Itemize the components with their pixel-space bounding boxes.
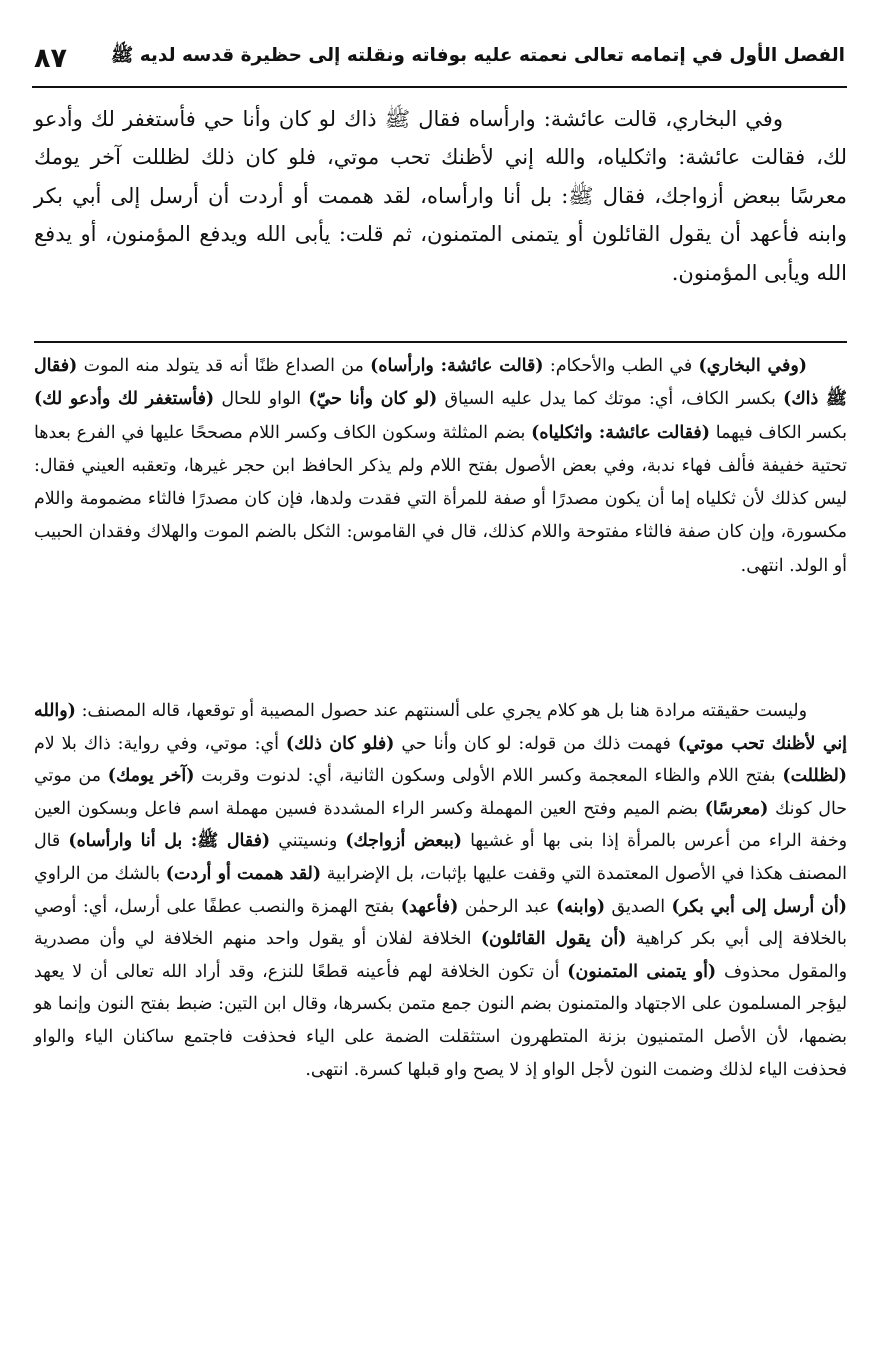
quoted-phrase: (أو يتمنى المتمنون): [567, 961, 717, 982]
commentary-text: بضم الميم وفتح العين المهملة وكسر الراء المشددة فسين مهملة اسم فاعل وبسكون العين وخفة الراء من أعرس بالمرأة إذا بنى بها أو غشيها: [34, 798, 847, 852]
quoted-phrase: (فقال ﷺ: بل أنا وارأساه): [68, 831, 271, 852]
commentary-text: بكسر الكاف، أي: موتك كما يدل عليه السياق: [437, 389, 784, 410]
commentary-text: بضم المثلثة وسكون الكاف وكسر اللام مصححًا عليها في الفرع بعدها تحتية خفيفة فألف فهاء ندبة، وفي بعض الأصول بفتح اللام ولم يذكر الحافظ ابن حجر غيرها، وتعقبه العيني فقال: ليس كذلك لأن ثكلياه إما أن يكون مصدرًا أو صفة للمرأة التي فقدت ولدها، فإن كان مصدرًا فالثاء مضمومة واللام مكسورة، وإن كان صفة فالثاء مفتوحة واللام كذلك، قال في القاموس: الثكل بالضم الموت والهلاك وفقدان الحبيب أو الولد. انتهى.: [34, 422, 847, 576]
quoted-phrase: (لو كان وأنا حيّ): [308, 389, 438, 410]
commentary-text: عبد الرحمٰن: [458, 896, 556, 917]
commentary-separator: [34, 341, 847, 343]
quoted-phrase: (والله إني لأظنك تحب موتي): [34, 701, 848, 754]
quoted-phrase: (فقالت عائشة: واثكلياه): [531, 422, 710, 443]
commentary-text: وليست حقيقته مرادة هنا بل هو كلام يجري على ألسنتهم عند حصول المصيبة أو توقعها، قاله المصنف:: [75, 701, 807, 721]
commentary-text: فهمت ذلك من قوله: لو كان وأنا حي: [394, 733, 678, 754]
quoted-phrase: (لقد هممت أو أردت): [165, 863, 322, 884]
quoted-phrase: (فقال ﷺ ذاك): [34, 356, 848, 410]
hadith-text: وفي البخاري، قالت عائشة: وارأساه فقال ﷺ ذاك لو كان وأنا حي فأستغفر لك وأدعو لك، فقالت عائشة: واثكلياه، والله إني لأظنك تحب موتي، فلو كان ذلك لظللت آخر يومك معرسًا ببعض أزواجك، فقال ﷺ: بل أنا وارأساه، لقد هممت أو أردت أن أرسل إلى أبي بكر وابنه فأعهد أن يقول القائلون أو يتمنى المتمنون، ثم قلت: يأبى الله ويدفع المؤمنون، أو يدفع الله ويأبى المؤمنون.: [34, 107, 847, 285]
quoted-phrase: (آخر يومك): [107, 766, 195, 787]
commentary-text: في الطب والأحكام:: [543, 356, 699, 376]
commentary-text: الصديق: [605, 896, 672, 917]
header-rule: [32, 86, 847, 88]
commentary-text: من موتي حال كونك: [34, 766, 847, 819]
quoted-phrase: (فلو كان ذلك): [285, 733, 395, 754]
quoted-phrase: (أن يقول القائلون): [480, 929, 627, 950]
quoted-phrase: (وفي البخاري): [698, 356, 807, 376]
quoted-phrase: (ببعض أزواجك): [345, 831, 463, 852]
quoted-phrase: (قالت عائشة: وارأساه): [370, 356, 544, 376]
quoted-phrase: (فأعهد): [400, 896, 459, 917]
commentary-text: أي: موتي، وفي رواية: ذاك بلا لام: [34, 733, 286, 754]
commentary-text: بفتح الهمزة والنصب عطفًا على أرسل، أي: أوصي بالخلافة إلى أبي بكر كراهية: [34, 896, 847, 950]
running-head: الفصل الأول في إتمامه تعالى نعمته عليه بوفاته ونقلته إلى حظيرة قدسه لديه ﷺ: [110, 45, 845, 66]
commentary-text: من الصداع ظنًا أنه قد يتولد منه الموت: [77, 356, 371, 376]
page-number: ٨٧: [34, 42, 67, 74]
quoted-phrase: (لظللت): [782, 766, 847, 787]
quoted-phrase: (وابنه): [555, 896, 606, 917]
quoted-phrase: (أن أرسل إلى أبي بكر): [671, 896, 847, 917]
commentary-text: بالشك من الراوي: [34, 863, 166, 884]
quoted-phrase: (معرسًا): [704, 798, 769, 819]
commentary-text: بفتح اللام والظاء المعجمة وكسر اللام الأولى وسكون الثانية، أي: لدنوت وقربت: [194, 766, 783, 787]
commentary-text: قال المصنف هكذا في الأصول المعتمدة التي وقفت عليها بإثبات، بل الإضرابية: [34, 831, 847, 884]
commentary-text: الخلافة لفلان أو يقول واحد منهم الخلافة لي وأن مصدرية والمقول محذوف: [34, 929, 847, 982]
commentary-paragraph-1: [34, 350, 847, 583]
commentary-text: الواو للحال: [214, 389, 309, 410]
commentary-text: أن تكون الخلافة لهم فأعينه قطعًا للنزع، وقد أراد الله تعالى أن لا يعهد ليؤجر المسلمون على الاجتهاد والمتمنون بضم النون جمع متمن بكسرها، وقال ابن التين: ضبط بفتح النون وإنما هو بضمها، لأن الأصل المتمنيون بزنة المتطهرون استثقلت الضمة على الياء فحذفت فاجتمع ساكنان الياء والواو فحذفت الياء لذلك وضمت النون لأجل الواو إذ لا يصح واو قبلها كسرة. انتهى.: [34, 961, 847, 1080]
commentary-text: بكسر الكاف فيهما: [709, 422, 847, 443]
commentary-text: ونسيتني: [270, 831, 346, 852]
commentary-paragraph-2: [34, 695, 847, 1086]
quoted-phrase: (فأستغفر لك وأدعو لك): [34, 389, 215, 410]
page-header: [34, 36, 845, 80]
